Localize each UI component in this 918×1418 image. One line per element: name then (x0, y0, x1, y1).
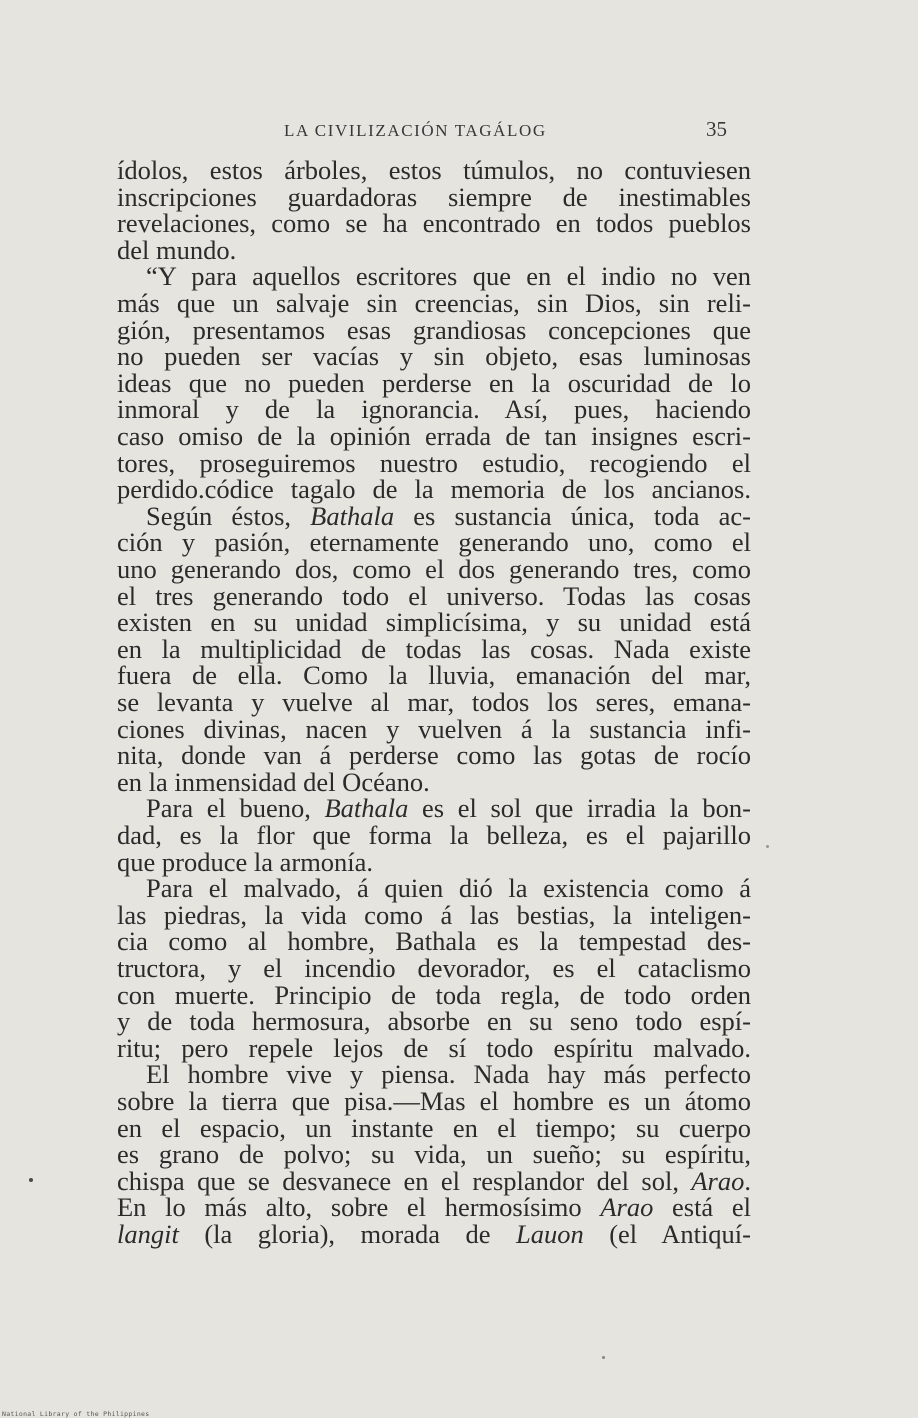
ink-speck (602, 1356, 605, 1359)
text-line (117, 980, 751, 1010)
text-line (117, 1166, 751, 1196)
text-line (146, 1059, 751, 1089)
text-run: dad, es la flor que forma la belleza, es el pajarillo (117, 820, 751, 850)
text-run: (la gloria), morada de (178, 1219, 516, 1249)
text-line (117, 740, 751, 770)
text-line (146, 793, 751, 823)
running-title: LA CIVILIZACIÓN TAGÁLOG (284, 121, 547, 140)
text-line (146, 501, 751, 531)
text-run: más que un salvaje sin creencias, sin Dios, sin reli- (117, 288, 751, 318)
text-run: chispa que se desvanece en el resplandor del sol, (117, 1165, 692, 1196)
text-line (117, 847, 751, 877)
text-line (117, 581, 751, 611)
text-run: El hombre vive y piensa. Nada hay más perfecto (146, 1059, 751, 1090)
text-line (117, 1033, 751, 1063)
text-run: ritu; pero repele lejos de sí todo espíritu malvado. (117, 1032, 751, 1063)
text-run: fuera de ella. Como la lluvia, emanación del mar, (117, 660, 751, 691)
ink-speck (29, 1178, 33, 1182)
text-run: el tres generando todo el universo. Todas las cosas (117, 580, 751, 611)
text-line (117, 554, 751, 584)
italic-term: Bathala (324, 793, 409, 824)
italic-term: Lauon (515, 1219, 584, 1249)
text-run: y de toda hermosura, absorbe en su seno todo espí- (117, 1006, 751, 1037)
text-line (117, 660, 751, 690)
text-line (117, 368, 751, 398)
text-run: caso omiso de la opinión errada de tan insignes escri- (117, 421, 751, 451)
text-line (117, 527, 751, 557)
text-run: no pueden ser vacías y sin objeto, esas luminosas (117, 341, 751, 372)
text-line (117, 208, 751, 238)
text-line (117, 714, 751, 744)
text-line (117, 1006, 751, 1036)
text-line (117, 235, 751, 265)
italic-term: Bathala (310, 500, 395, 531)
text-run: en la multiplicidad de todas las cosas. Nada existe (117, 633, 751, 664)
text-line (117, 155, 751, 185)
text-run: uno generando dos, como el dos generando tres, como (117, 554, 751, 584)
ink-speck (766, 845, 769, 848)
text-run: que produce la armonía. (117, 846, 374, 877)
page-number: 35 (706, 117, 727, 141)
text-line (146, 873, 751, 903)
text-run: ciones divinas, nacen y vuelven á la sustancia infi- (117, 713, 751, 744)
text-line (117, 288, 751, 318)
text-run: las piedras, la vida como á las bestias, la inteligen- (117, 899, 751, 930)
text-line (117, 926, 751, 956)
text-line (117, 767, 751, 797)
text-run: es sustancia única, toda ac- (394, 500, 752, 531)
text-line (117, 1086, 751, 1116)
text-line (117, 315, 751, 345)
text-line (117, 341, 751, 371)
text-line (117, 394, 751, 424)
text-run: tores, proseguiremos nuestro estudio, recogiendo el (117, 447, 751, 478)
text-run: es el sol que irradia la bon- (408, 793, 751, 824)
text-run: ideas que no pueden perderse en la oscuridad de lo (117, 367, 751, 398)
text-line (117, 634, 751, 664)
text-line (117, 474, 751, 504)
text-line (117, 1219, 751, 1249)
library-stamp: National Library of the Philippines (2, 1410, 150, 1418)
text-run: perdido.códice tagalo de la memoria de los ancianos. (117, 474, 751, 505)
text-run: revelaciones, como se ha encontrado en todos pueblos (117, 208, 751, 239)
text-line (117, 421, 751, 451)
text-run: cia como al hombre, Bathala es la tempestad des- (117, 926, 751, 957)
text-run: inmoral y de la ignorancia. Así, pues, haciendo (117, 394, 751, 425)
text-run: inscripciones guardadoras siempre de inestimables (117, 181, 751, 212)
text-line (117, 1139, 751, 1169)
text-line (117, 900, 751, 930)
italic-term: Arao (691, 1165, 745, 1196)
italic-term: Arao (600, 1192, 654, 1223)
text-run: con muerte. Principio de toda regla, de todo orden (117, 979, 751, 1010)
text-run: . (744, 1165, 751, 1196)
text-run: Para el malvado, á quien dió la existencia como á (146, 873, 751, 904)
text-run: nita, donde van á perderse como las gotas de rocío (117, 740, 751, 771)
text-run: es grano de polvo; su vida, un sueño; su espíritu, (117, 1139, 751, 1170)
text-run: ción y pasión, eternamente generando uno, como el (117, 527, 751, 558)
text-run: tructora, y el incendio devorador, es el cataclismo (117, 953, 751, 983)
text-line (117, 820, 751, 850)
text-run: se levanta y vuelve al mar, todos los seres, emana- (117, 687, 751, 717)
text-line (117, 1113, 751, 1143)
text-run: sobre la tierra que pisa.—Mas el hombre es un átomo (117, 1086, 751, 1116)
text-run: está el (653, 1192, 751, 1223)
text-line (117, 1192, 751, 1222)
text-run: “Y para aquellos escritores que en el indio no ven (146, 261, 751, 292)
text-run: Para el bueno, (146, 793, 325, 824)
italic-term: langit (117, 1219, 179, 1249)
text-run: existen en su unidad simplicísima, y su unidad está (117, 607, 751, 638)
text-line (117, 953, 751, 983)
text-line (117, 448, 751, 478)
text-run: en el espacio, un instante en el tiempo; su cuerpo (117, 1112, 751, 1143)
text-run: En lo más alto, sobre el hermosísimo (117, 1192, 601, 1223)
text-run: gión, presentamos esas grandiosas concepciones que (117, 314, 751, 345)
text-run: Según éstos, (146, 500, 311, 531)
text-line (146, 261, 751, 291)
text-run: del mundo. (117, 234, 237, 265)
text-line (117, 182, 751, 212)
text-run: en la inmensidad del Océano. (117, 766, 430, 797)
text-run: ídolos, estos árboles, estos túmulos, no contuviesen (117, 155, 751, 185)
text-run: (el Antiquí- (583, 1219, 751, 1249)
text-line (117, 687, 751, 717)
text-line (117, 607, 751, 637)
